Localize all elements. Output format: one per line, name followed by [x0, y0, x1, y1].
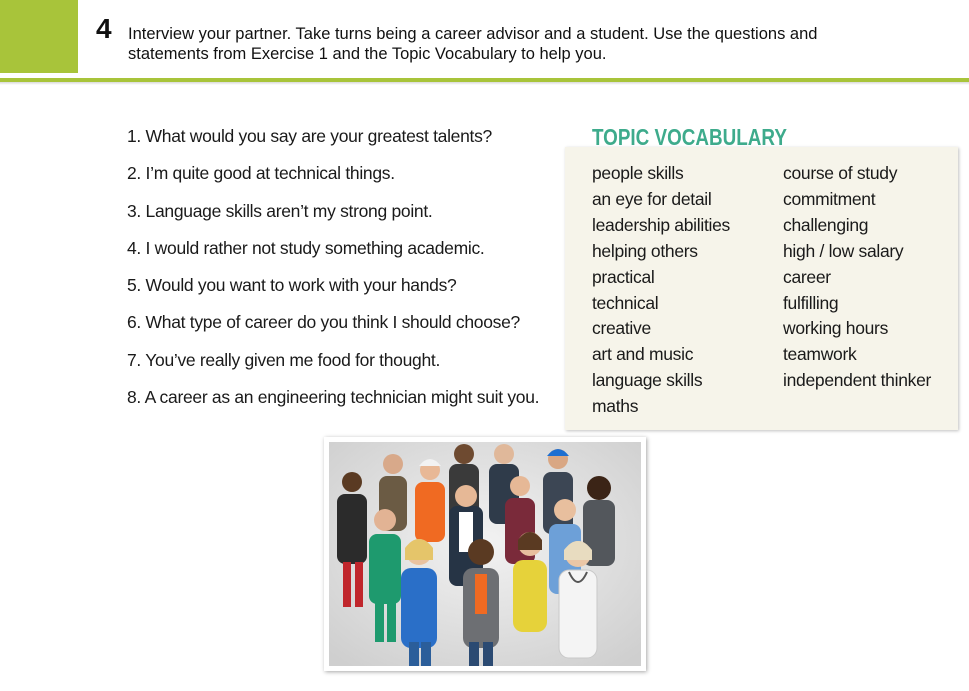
vocabulary-item: language skills	[592, 370, 703, 391]
vocabulary-item: teamwork	[783, 344, 857, 365]
vocabulary-item: independent thinker	[783, 370, 932, 391]
exercise-instructions	[128, 24, 948, 64]
topic-vocabulary-title: TOPIC VOCABULARY	[592, 124, 787, 150]
vocabulary-item: career	[783, 266, 831, 287]
exercise-header	[0, 0, 969, 84]
vocabulary-item: fulfilling	[783, 292, 839, 313]
vocabulary-item: course of study	[783, 163, 898, 183]
header-shadow	[0, 82, 969, 85]
vocabulary-item: creative	[592, 318, 651, 339]
question-list	[127, 122, 539, 420]
group-photo-frame	[324, 437, 646, 671]
question-item: 5. Would you want to work with your hands?	[127, 275, 457, 296]
question-item: 7. You’ve really given me food for thought.	[127, 349, 441, 370]
instructions-line-2: statements from Exercise 1 and the Topic Vocabulary to help you.	[128, 45, 607, 63]
vocabulary-item: challenging	[783, 214, 869, 235]
group-photo	[329, 442, 641, 666]
vocabulary-item: commitment	[783, 188, 876, 209]
vocabulary-column-2	[783, 161, 931, 394]
accent-block	[0, 0, 78, 73]
vocabulary-column-1	[592, 161, 730, 420]
question-item: 6. What type of career do you think I should choose?	[127, 312, 520, 333]
vocabulary-item: art and music	[592, 344, 694, 365]
vocabulary-item: helping others	[592, 240, 698, 261]
vocabulary-item: high / low salary	[783, 240, 904, 261]
vocabulary-item: practical	[592, 266, 655, 287]
exercise-number: 4	[96, 13, 112, 44]
question-item: 1. What would you say are your greatest talents?	[127, 126, 492, 146]
vocabulary-item: people skills	[592, 163, 684, 183]
vocabulary-item: working hours	[783, 318, 889, 339]
vocabulary-item: an eye for detail	[592, 188, 712, 209]
question-item: 2. I’m quite good at technical things.	[127, 163, 395, 184]
question-item: 8. A career as an engineering technician might suit you.	[127, 387, 540, 408]
vocabulary-item: leadership abilities	[592, 214, 730, 235]
vocabulary-item: technical	[592, 292, 659, 313]
instructions-line-1: Interview your partner. Take turns being a career advisor and a student. Use the questions and	[128, 25, 818, 43]
question-item: 3. Language skills aren’t my strong point.	[127, 200, 433, 221]
vocabulary-item: maths	[592, 396, 639, 417]
question-item: 4. I would rather not study something academic.	[127, 237, 485, 258]
